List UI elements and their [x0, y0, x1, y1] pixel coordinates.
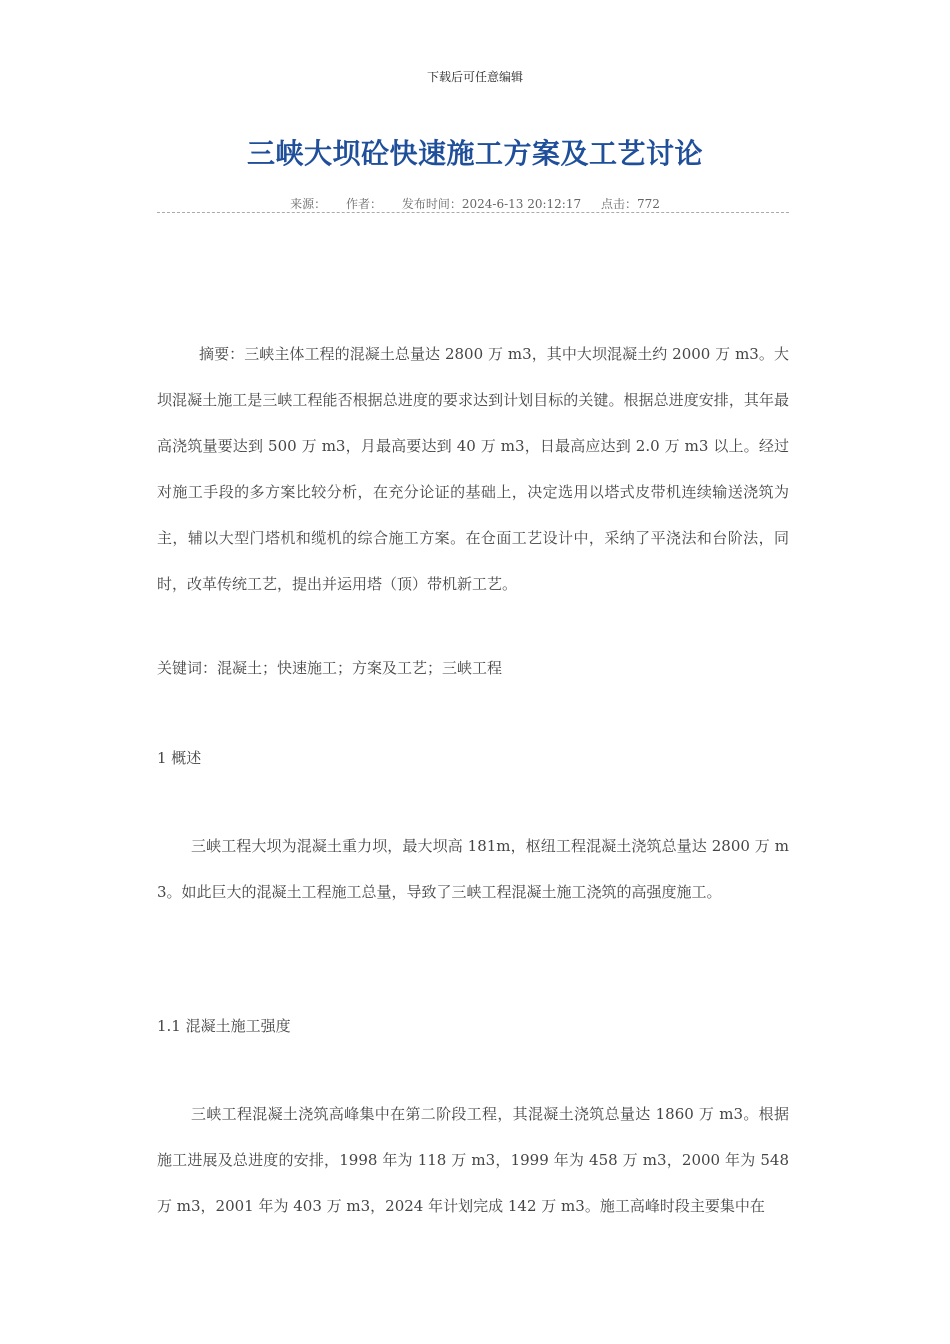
- published-field: [402, 197, 581, 211]
- article-meta: [0, 195, 950, 212]
- keywords-line: 关键词：混凝土；快速施工；方案及工艺；三峡工程: [157, 659, 503, 677]
- published-label: 发布时间：: [401, 197, 462, 211]
- published-value: 2024-6-13 20:12:17: [461, 197, 582, 211]
- page-title: 三峡大坝砼快速施工方案及工艺讨论: [246, 137, 703, 170]
- header-note: 下载后可任意编辑: [426, 70, 523, 84]
- section-1-heading: 1 概述: [157, 749, 202, 767]
- clicks-field: [601, 197, 660, 211]
- abstract-paragraph: 摘要：三峡主体工程的混凝土总量达 2800 万 m3，其中大坝混凝土约 2000 万 m3。大坝混凝土施工是三峡工程能否根据总进度的要求达到计划目标的关键。根据总进度安排，其年最高浇筑量要达到 500 万 m3，月最高要达到 40 万 m3，日最高应达到 2.0 万 m3 以上。经过对施工手段的多方案比较分析，在充分论证的基础上，决定选用以塔式皮带机连续输送浇筑为主，辅以大型门塔机和缆机的综合施工方案。在仓面工艺设计中，采纳了平浇法和台阶法，同时，改革传统工艺，提出并运用塔（顶）带机新工艺。: [157, 345, 789, 593]
- clicks-label: 点击：: [600, 197, 637, 211]
- section-1-1-heading: 1.1 混凝土施工强度: [157, 1017, 291, 1035]
- clicks-value: 772: [636, 197, 660, 211]
- section-1-1-paragraph: 三峡工程混凝土浇筑高峰集中在第二阶段工程，其混凝土浇筑总量达 1860 万 m3。根据施工进展及总进度的安排，1998 年为 118 万 m3，1999 年为 458 万 m3，2000 年为 548 万 m3，2001 年为 403 万 m3，2024 年计划完成 142 万 m3。施工高峰时段主要集中在: [157, 1105, 789, 1215]
- meta-divider: [157, 212, 789, 213]
- source-label: 来源：: [290, 197, 327, 211]
- author-label: 作者：: [345, 197, 382, 211]
- section-1-paragraph: 三峡工程大坝为混凝土重力坝，最大坝高 181m，枢纽工程混凝土浇筑总量达 2800 万 m3。如此巨大的混凝土工程施工总量，导致了三峡工程混凝土施工浇筑的高强度施工。: [157, 837, 789, 901]
